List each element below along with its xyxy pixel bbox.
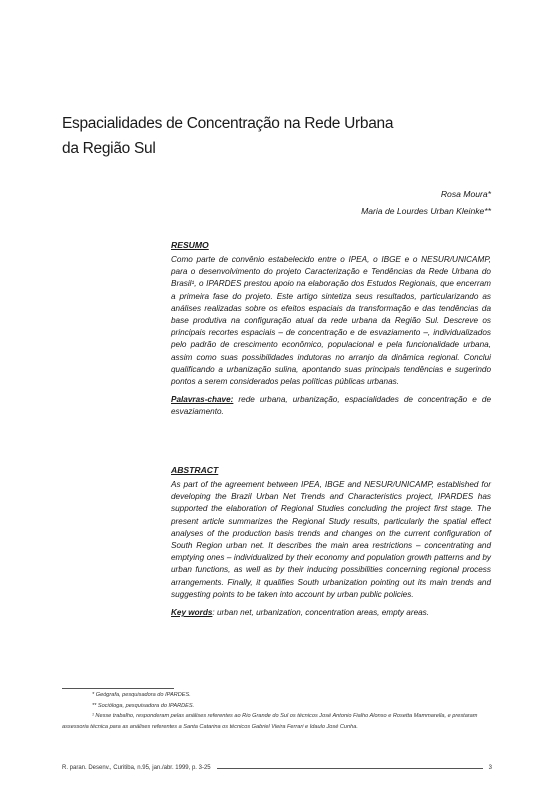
- abstract-keywords-label: Key words: [171, 608, 213, 618]
- abstract-keywords-text: : urban net, urbanization, concentration areas, empty areas.: [212, 608, 430, 618]
- footer-citation: R. paran. Desenv., Curitiba, n.95, jan./abr. 1999, p. 3-25: [62, 765, 211, 771]
- resumo-keywords-label: Palavras-chave:: [171, 395, 234, 405]
- abstract-heading: ABSTRACT: [171, 465, 219, 475]
- footer-rule: [217, 768, 483, 769]
- author-block: [361, 186, 491, 220]
- abstract-keywords: [171, 607, 491, 619]
- author-1: Rosa Moura*: [440, 189, 491, 199]
- footnote-2: ** Socióloga, pesquisadora do IPARDES.: [92, 702, 195, 709]
- abstract-section: [171, 465, 491, 619]
- page-footer: [62, 763, 492, 773]
- footnote-1: * Geógrafa, pesquisadora do IPARDES.: [92, 692, 191, 698]
- author-2: Maria de Lourdes Urban Kleinke**: [361, 206, 491, 216]
- footnotes: [62, 690, 492, 732]
- footnote-3: ¹ Nesse trabalho, responderam pelas análises referentes ao Rio Grande do Sul os técnicos José Antonio Fialho Alonso e Rosetta Mammarella, e prestaram assessoria técnica para as análises referentes a Santa Catarina os técnicos Gabriel Vieira Ferrari e Idaulo José Cunha.: [62, 713, 478, 730]
- title-line-2: da Região Sul: [62, 140, 156, 157]
- resumo-keywords: [171, 394, 491, 418]
- resumo-keywords-text: rede urbana, urbanização, espacialidades de concentração e de esvaziamento.: [171, 395, 491, 417]
- title-line-1: Espacialidades de Concentração na Rede Urbana: [62, 115, 394, 132]
- abstract-body: As part of the agreement between IPEA, IBGE and NESUR/UNICAMP, established for developing the Brazil Urban Net Trends and Characteristics project, IPARDES has supported the elaboration of Regional Studies concluding the project first stage. The present article summarizes the Regional Study results, particularly the spatial effect analyses of the production basis trends and changes on the current configuration of South Region urban net. It describes the main area restrictions – concentrating and emptying ones – individualized by their economy and population growth patterns and by urban functions, as well as by their inducing possibilities concerning regional process arrangements. Finally, it qualifies South urbanization pointing out its main trends and suggesting points to be taken into account by urban public policies.: [171, 480, 491, 599]
- article-title: [62, 111, 502, 161]
- resumo-section: [171, 240, 491, 419]
- resumo-heading: RESUMO: [171, 240, 209, 250]
- resumo-body: Como parte de convênio estabelecido entre o IPEA, o IBGE e o NESUR/UNICAMP, para o desenvolvimento do projeto Caracterização e Tendências da Rede Urbana do Brasil¹, o IPARDES prestou apoio na elaboração dos Estudos Regionais, que encerram a primeira fase do projeto. Este artigo sintetiza seus resultados, particularizando as análises realizadas sobre os efeitos espaciais da transformação e das tendências da base produtiva na configuração atual da rede urbana da Região Sul. Descreve os principais recortes espaciais – de concentração e de esvaziamento –, individualizados pelo padrão de crescimento econômico, populacional e pela funcionalidade urbana, assim como suas possibilidades indutoras no arranjo da dinâmica regional. Conclui qualificando a urbanização sulina, apontando suas principais tendências e sugerindo pontos a serem considerados pelas políticas públicas urbanas.: [171, 255, 491, 387]
- footnote-divider: [62, 688, 174, 689]
- page-number: 3: [488, 765, 492, 771]
